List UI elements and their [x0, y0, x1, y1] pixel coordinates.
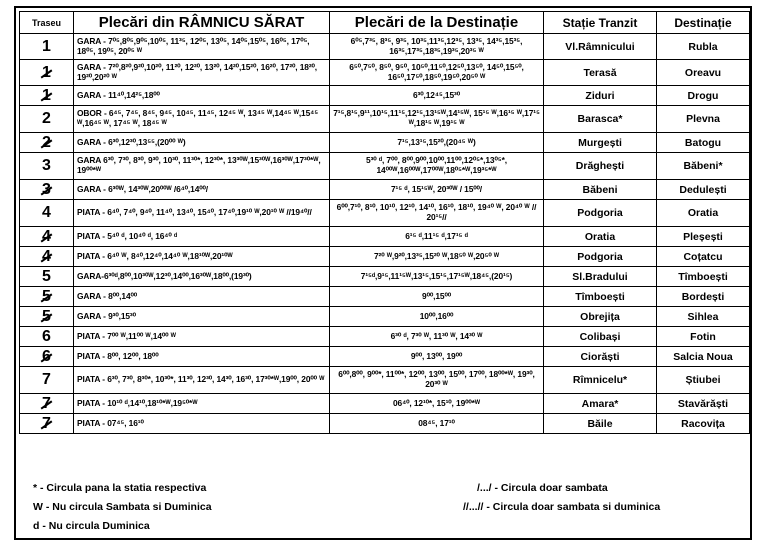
header-plecari-ramnicu: Plecări din RÂMNICU SĂRAT [74, 12, 330, 34]
destination: Coțatcu [657, 247, 750, 267]
route-number [20, 267, 74, 287]
departures-destination: 6⁵⁰,7⁵⁰, 8⁵⁰, 9⁵⁰, 10⁵⁰,11⁵⁰,12⁵⁰,13⁵⁰, 14⁵⁰,15⁵⁰, 16⁵⁰,17⁵⁰,18⁵⁰,19⁵⁰,20⁵⁰ ᵂ [330, 60, 544, 86]
header-statie-tranzit: Stație Tranzit [544, 12, 657, 34]
destination: Băbeni* [657, 153, 750, 180]
table-row [20, 60, 750, 86]
route-label: 7 [42, 371, 51, 388]
transit-station: Obrejița [544, 307, 657, 327]
departures-destination: 7¹⁵,13¹⁵,15²⁰,(20⁴⁵ ᵂ) [330, 133, 544, 153]
destination: Stavărăști [657, 394, 750, 414]
table-row [20, 394, 750, 414]
destination: Sihlea [657, 307, 750, 327]
route-label: 2 [42, 110, 51, 127]
transit-station: Sl.Bradului [544, 267, 657, 287]
destination: Plevna [657, 106, 750, 133]
destination: Pleșești [657, 227, 750, 247]
header-destinatie: Destinație [657, 12, 750, 34]
header-row [20, 12, 750, 34]
route-number [20, 34, 74, 60]
timetable-body [20, 34, 750, 434]
legend-sat: /.../ - Circula doar sambata [477, 482, 608, 494]
table-row [20, 287, 750, 307]
departures-destination: 10⁰⁰,16⁰⁰ [330, 307, 544, 327]
departures-destination: 7¹⁵ᵈ,9¹⁵,11¹⁵ᵂ,13¹⁵,15¹⁵,17¹⁵ᵂ,18⁴⁵,(20¹⁵) [330, 267, 544, 287]
destination: Fotin [657, 327, 750, 347]
legend-star: * - Circula pana la statia respectiva [33, 482, 207, 494]
departures-ramnicu: GARA - 6³⁰,12³⁰,13⁵⁵,(20⁰⁰ ᵂ) [74, 133, 330, 153]
transit-station: Băbeni [544, 180, 657, 200]
destination: Salcia Noua [657, 347, 750, 367]
legend [19, 479, 749, 537]
departures-destination: 6⁰⁵,7³⁵, 8³⁵, 9³⁵, 10³⁵,11³⁵,12³⁵, 13³⁵, 14³⁵,15³⁵, 16³⁵,17³⁵,18³⁵,19³⁵,20³⁵ ᵂ [330, 34, 544, 60]
transit-station: Podgoria [544, 247, 657, 267]
destination: Racovița [657, 414, 750, 434]
transit-station: Vl.Râmnicului [544, 34, 657, 60]
table-row [20, 153, 750, 180]
route-number [20, 180, 74, 200]
table-row [20, 133, 750, 153]
route-variant-label: 5 [42, 307, 51, 325]
transit-station: Rîmnicelu* [544, 367, 657, 394]
route-number [20, 133, 74, 153]
transit-station: Podgoria [544, 200, 657, 227]
departures-destination: 7¹⁵ ᵈ, 15¹⁵ᵂ, 20³⁰ᵂ / 15⁰⁰/ [330, 180, 544, 200]
departures-destination: 6³⁰,12⁴⁵,15³⁰ [330, 86, 544, 106]
destination: Dedulești [657, 180, 750, 200]
table-row [20, 86, 750, 106]
destination: Rubla [657, 34, 750, 60]
table-row [20, 327, 750, 347]
departures-ramnicu: OBOR - 6⁴⁵, 7⁴⁵, 8⁴⁵, 9⁴⁵, 10⁴⁵, 11⁴⁵, 12⁴⁵ ᵂ, 13⁴⁵ ᵂ,14⁴⁵ ᵂ,15⁴⁵ ᵂ,16⁴⁵ ᵂ, 17⁴⁵ ᵂ, 18⁴⁵ ᵂ [74, 106, 330, 133]
header-traseu: Traseu [20, 12, 74, 34]
table-row [20, 180, 750, 200]
departures-destination: 7²⁰ ᵂ,9²⁰,13³⁵,15²⁰ ᵂ,18⁵⁰ ᵂ,20⁵⁰ ᵂ [330, 247, 544, 267]
route-variant-label: 4 [42, 227, 51, 245]
departures-destination: 5³⁰ ᵈ, 7⁰⁰, 8⁰⁰,9⁰⁰,10⁰⁰,11⁰⁰,12⁰⁵*,13⁰⁵*, 14⁰⁰ᵂ,16⁰⁰ᵂ,17⁰⁰ᵂ,18⁰⁵*ᵂ,19³⁵*ᵂ [330, 153, 544, 180]
route-number [20, 347, 74, 367]
departures-ramnicu: GARA 6³⁰, 7³⁰, 8³⁰, 9³⁰, 10³⁰, 11³⁰*, 12³⁰*, 13³⁰ᵂ,15³⁰ᵂ,16³⁰ᵂ,17³⁰*ᵂ, 19⁰⁰*ᵂ [74, 153, 330, 180]
route-number [20, 200, 74, 227]
destination: Tîmboești [657, 267, 750, 287]
departures-ramnicu: PIATA - 10¹⁰ ᵈ,14¹⁰,18¹⁰*ᵂ,19⁵⁰*ᵂ [74, 394, 330, 414]
timetable-frame [14, 6, 752, 540]
table-row [20, 307, 750, 327]
route-variant-label: 4 [42, 247, 51, 265]
route-label: 6 [42, 327, 51, 345]
transit-station: Terasă [544, 60, 657, 86]
route-label: 3 [42, 157, 51, 174]
table-row [20, 347, 750, 367]
route-number [20, 247, 74, 267]
table-row [20, 247, 750, 267]
route-number [20, 287, 74, 307]
transit-station: Drăghești [544, 153, 657, 180]
table-row [20, 367, 750, 394]
legend-d: d - Nu circula Duminica [33, 520, 150, 532]
departures-destination: 08⁴⁵, 17¹⁰ [330, 414, 544, 434]
departures-ramnicu: GARA - 7²⁰,8²⁰,9²⁰,10²⁰, 11²⁰, 12²⁰, 13²⁰, 14²⁰,15²⁰, 16²⁰, 17²⁰, 18²⁰, 19²⁰,20²⁰ ᵂ [74, 60, 330, 86]
table-row [20, 267, 750, 287]
route-number [20, 86, 74, 106]
transit-station: Tîmboești [544, 287, 657, 307]
route-number [20, 106, 74, 133]
transit-station: Amara* [544, 394, 657, 414]
route-variant-label: 5 [42, 287, 51, 305]
route-number [20, 367, 74, 394]
transit-station: Ziduri [544, 86, 657, 106]
departures-destination: 6¹⁵ ᵈ,11¹⁵ ᵈ,17¹⁵ ᵈ [330, 227, 544, 247]
departures-ramnicu: GARA - 11⁴⁰,14²⁵,18⁰⁰ [74, 86, 330, 106]
route-variant-label: 7 [42, 414, 51, 432]
table-row [20, 34, 750, 60]
departures-ramnicu: PIATA - 8⁰⁰, 12⁰⁰, 18⁰⁰ [74, 347, 330, 367]
transit-station: Barasca* [544, 106, 657, 133]
destination: Drogu [657, 86, 750, 106]
route-label: 4 [42, 204, 51, 221]
departures-destination: 06⁴⁰, 12¹⁰*, 15¹⁰, 19⁰⁰*ᵂ [330, 394, 544, 414]
departures-ramnicu: PIATA - 07⁴⁵, 16¹⁰ [74, 414, 330, 434]
route-label: 5 [42, 267, 51, 285]
route-label: 1 [42, 37, 51, 55]
route-number [20, 153, 74, 180]
route-number [20, 394, 74, 414]
departures-destination: 9⁰⁰, 13⁰⁰, 19⁰⁰ [330, 347, 544, 367]
route-number [20, 307, 74, 327]
departures-ramnicu: GARA - 7⁰⁵,8⁰⁵,9⁰⁵,10⁰⁵, 11³⁵, 12⁰⁵, 13⁰⁵, 14⁰⁵,15⁰⁵, 16⁰⁵, 17⁰⁵, 18⁰⁵, 19⁰⁵, 20⁰⁵ ᵂ [74, 34, 330, 60]
route-number [20, 227, 74, 247]
departures-ramnicu: PIATA - 6⁴⁰ ᵂ, 8⁴⁰,12⁴⁰,14⁴⁰ ᵂ,18¹⁰ᵂ,20¹⁰ᵂ [74, 247, 330, 267]
departures-destination: 6³⁰ ᵈ, 7³⁰ ᵂ, 11³⁰ ᵂ, 14³⁰ ᵂ [330, 327, 544, 347]
transit-station: Murgești [544, 133, 657, 153]
departures-destination: 6⁰⁰,8⁰⁰, 9⁰⁰*, 11⁰⁰*, 12⁰⁰, 13⁰⁰, 15⁰⁰, 17⁰⁰, 18⁰⁰*ᵂ, 19³⁰, 20³⁰ ᵂ [330, 367, 544, 394]
table-row [20, 200, 750, 227]
departures-ramnicu: GARA - 8⁰⁰,14⁰⁰ [74, 287, 330, 307]
header-plecari-destinatie: Plecări de la Destinație [330, 12, 544, 34]
table-row [20, 106, 750, 133]
transit-station: Ciorăști [544, 347, 657, 367]
departures-ramnicu: GARA-6³⁰ᵈ,8⁰⁰,10³⁰ᵂ,12³⁰,14⁰⁰,16³⁰ᵂ,18⁰⁰,(19³⁰) [74, 267, 330, 287]
departures-ramnicu: PIATA - 7⁰⁰ ᵂ,11⁰⁰ ᵂ,14⁰⁰ ᵂ [74, 327, 330, 347]
route-number [20, 414, 74, 434]
route-number [20, 327, 74, 347]
departures-ramnicu: PIATA - 5⁴⁰ ᵈ, 10⁴⁰ ᵈ, 16⁴⁰ ᵈ [74, 227, 330, 247]
legend-w: W - Nu circula Sambata si Duminica [33, 501, 212, 513]
route-variant-label: 1 [42, 63, 51, 81]
departures-destination: 6⁰⁰,7¹⁰, 8¹⁰, 10¹⁰, 12¹⁰, 14¹⁰, 16¹⁰, 18¹⁰, 19⁴⁰ ᵂ, 20⁴⁰ ᵂ // 20¹⁵// [330, 200, 544, 227]
transit-station: Colibași [544, 327, 657, 347]
destination: Oreavu [657, 60, 750, 86]
departures-ramnicu: PIATA - 6⁴⁰, 7⁴⁰, 9⁴⁰, 11⁴⁰, 13⁴⁰, 15⁴⁰, 17⁴⁰,19¹⁰ ᵂ,20¹⁰ ᵂ //19⁴⁰// [74, 200, 330, 227]
route-variant-label: 3 [42, 180, 51, 198]
departures-destination: 9⁰⁰,15⁰⁰ [330, 287, 544, 307]
transit-station: Băile [544, 414, 657, 434]
departures-ramnicu: GARA - 9³⁰,15³⁰ [74, 307, 330, 327]
table-row [20, 414, 750, 434]
transit-station: Oratia [544, 227, 657, 247]
route-variant-label: 6 [42, 347, 51, 365]
departures-ramnicu: GARA - 6³⁰ᵂ, 14³⁰ᵂ,20⁰⁰ᵂ /6⁴⁰,14⁰⁰/ [74, 180, 330, 200]
departures-ramnicu: PIATA - 6³⁰, 7³⁰, 8³⁰*, 10³⁰*, 11³⁰, 12³⁰, 14³⁰, 16³⁰, 17³⁰*ᵂ,19⁰⁰, 20⁰⁰ ᵂ [74, 367, 330, 394]
destination: Știubei [657, 367, 750, 394]
destination: Oratia [657, 200, 750, 227]
route-variant-label: 1 [42, 86, 51, 104]
destination: Batogu [657, 133, 750, 153]
route-number [20, 60, 74, 86]
legend-satsun: //...// - Circula doar sambata si duminica [463, 501, 661, 513]
timetable [19, 11, 750, 434]
route-variant-label: 7 [42, 394, 51, 412]
destination: Bordești [657, 287, 750, 307]
route-variant-label: 2 [42, 133, 51, 151]
table-row [20, 227, 750, 247]
departures-destination: 7¹⁵,8¹⁵,9¹¹,10¹⁵,11¹⁵,12¹⁵,13¹⁵ᵂ,14¹⁵ᵂ, 15¹⁵ ᵂ,16¹⁵ ᵂ,17¹⁵ ᵂ,18¹⁵ ᵂ,19¹⁵ ᵂ [330, 106, 544, 133]
